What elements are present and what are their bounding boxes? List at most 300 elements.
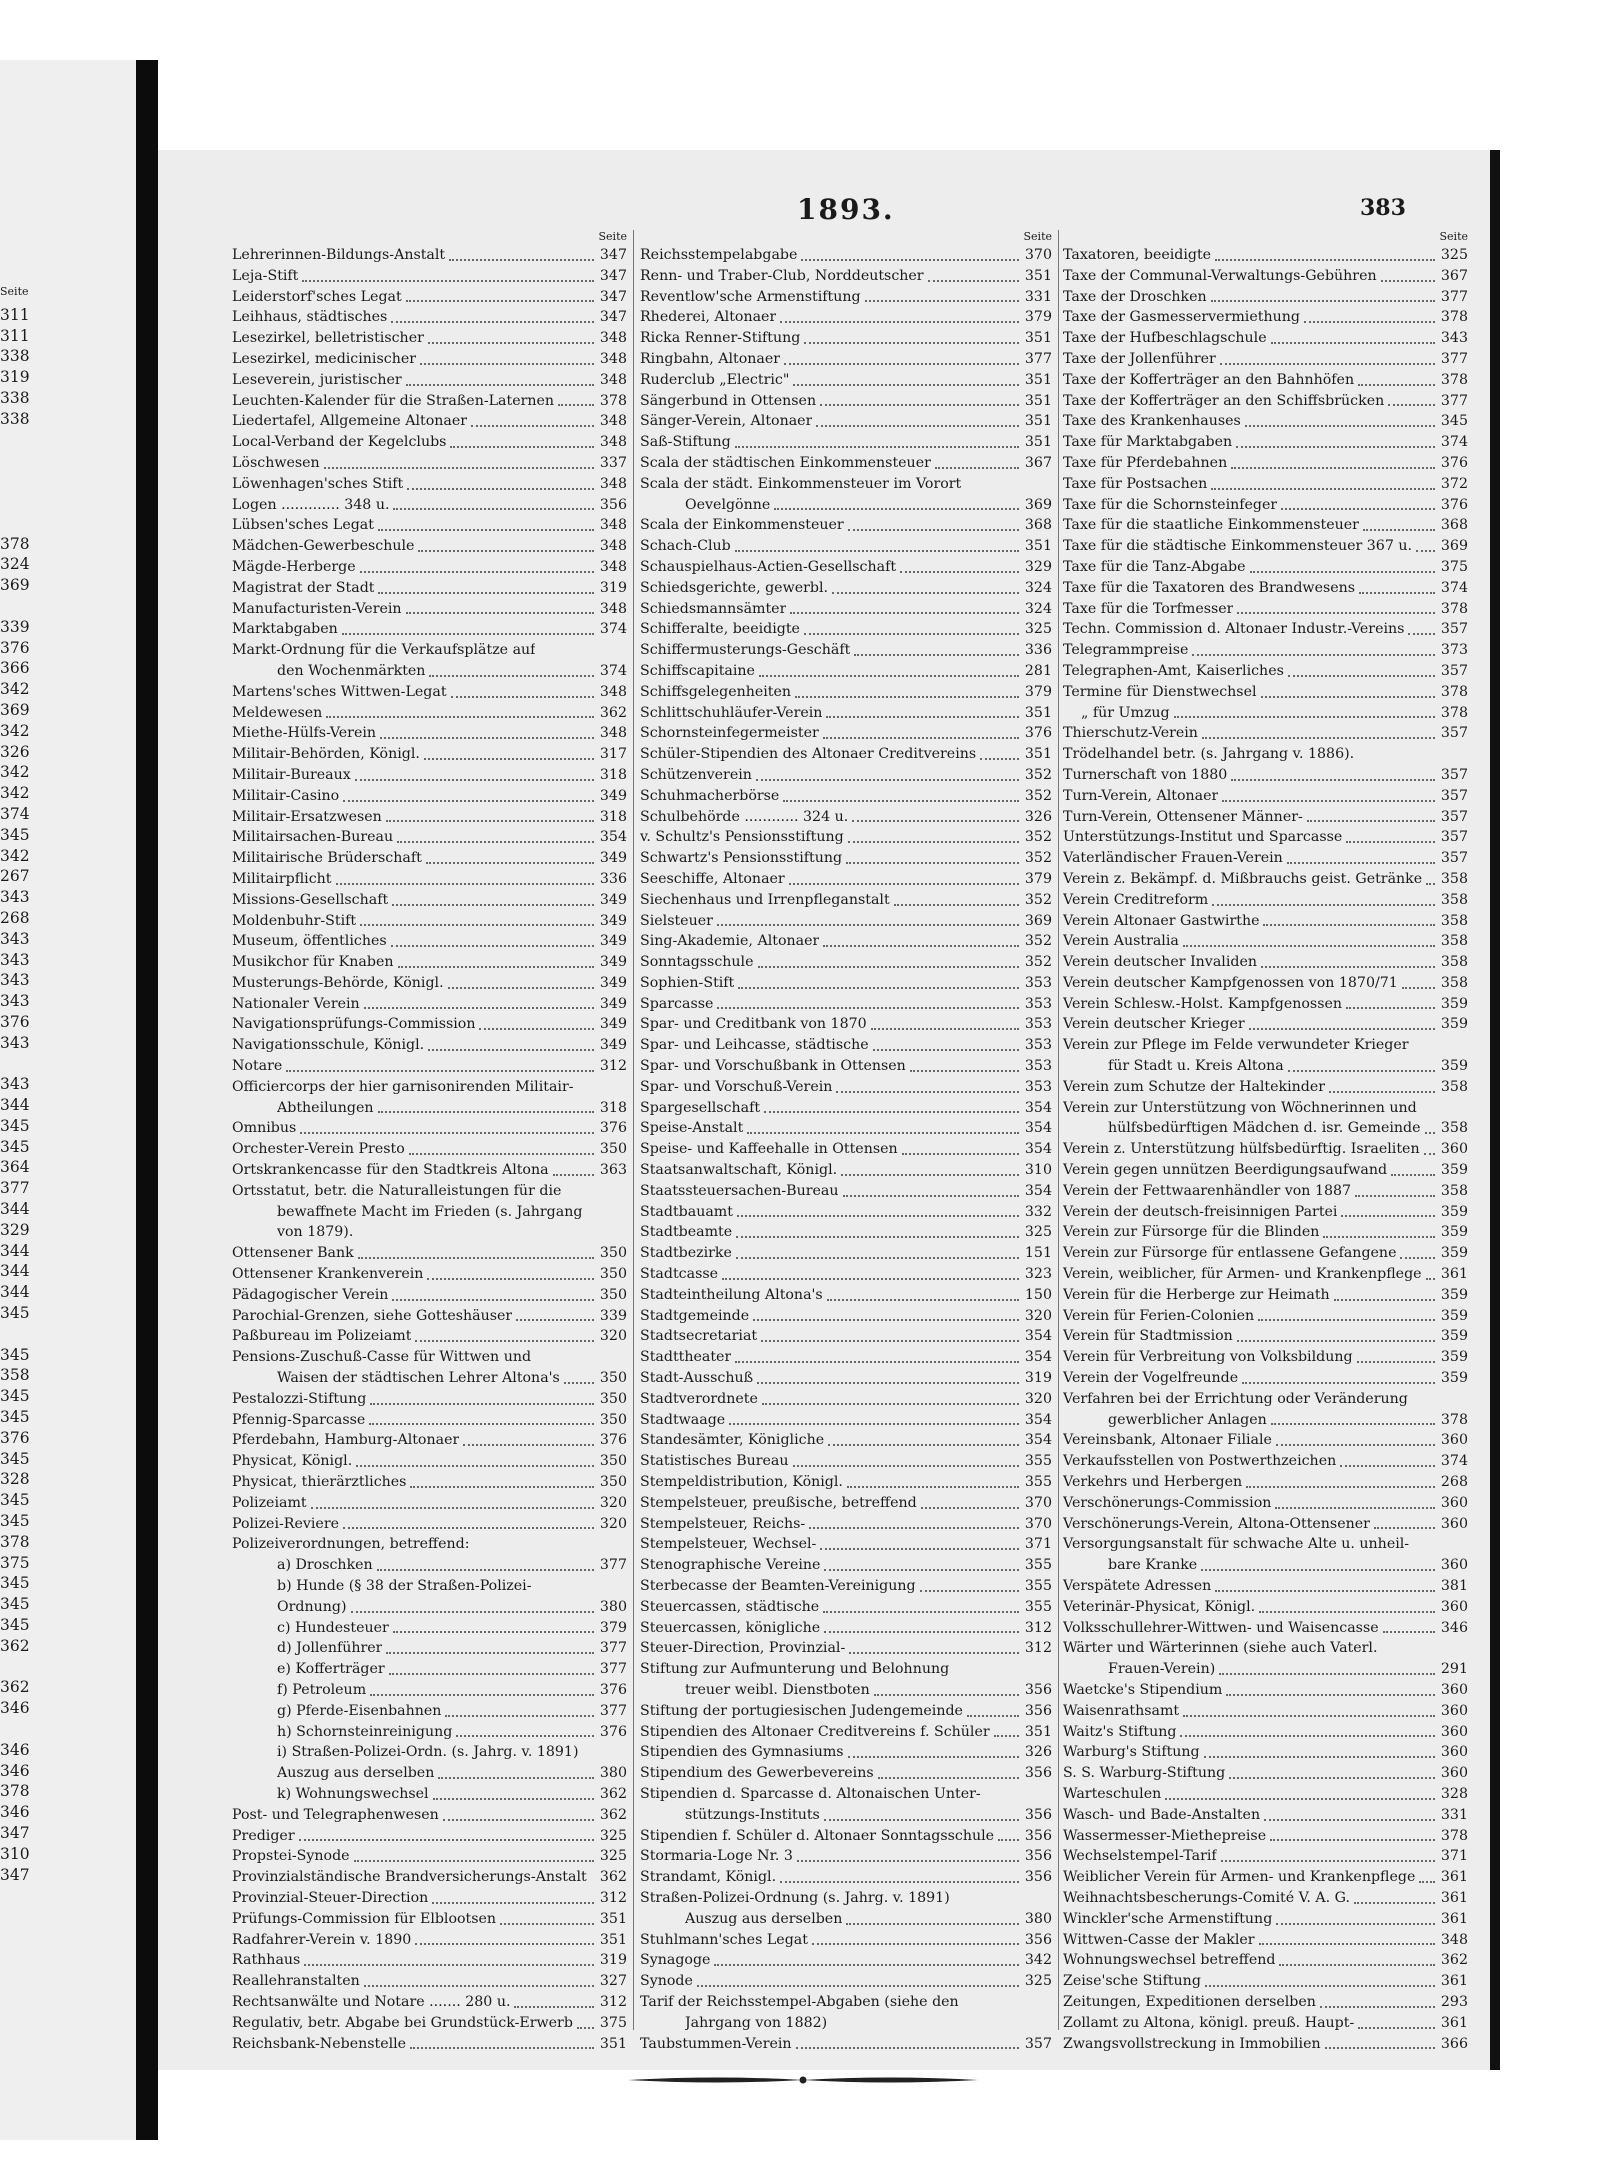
leader-dots — [758, 966, 1019, 968]
index-entry — [1063, 1014, 1468, 1035]
index-entry — [232, 786, 627, 807]
leader-dots — [1258, 1319, 1435, 1321]
index-entry-page: 349 — [599, 850, 627, 867]
index-entry-page: 318 — [599, 766, 627, 783]
index-entry — [1063, 890, 1468, 911]
index-entry — [1063, 1222, 1468, 1243]
leader-dots — [448, 987, 594, 989]
leader-dots — [780, 1881, 1019, 1883]
index-entry — [640, 1680, 1052, 1701]
index-entry-page: 360 — [1440, 1494, 1468, 1511]
leader-dots — [354, 1860, 594, 1862]
index-entry-page: 378 — [1440, 704, 1468, 721]
leader-dots — [697, 1985, 1019, 1987]
index-entry-title: Standesämter, Königliche — [640, 1432, 825, 1449]
index-entry — [232, 349, 627, 370]
previous-page-number — [0, 1719, 50, 1740]
leader-dots — [1419, 1881, 1435, 1883]
index-entry-title: Schlittschuhläufer-Verein — [640, 704, 823, 721]
index-entry-title: Leuchten-Kalender für die Straßen-Laternen — [232, 392, 555, 409]
index-entry — [232, 1659, 627, 1680]
index-entry-page: 320 — [1024, 1307, 1052, 1324]
index-entry-title: Spar- und Vorschuß-Verein — [640, 1078, 833, 1095]
previous-page-number: 345 — [0, 1574, 30, 1593]
index-entry-page: 326 — [1024, 808, 1052, 825]
index-entry — [1063, 1077, 1468, 1098]
index-entry — [640, 411, 1052, 432]
index-entry — [640, 2034, 1052, 2055]
index-entry-page: 312 — [599, 1993, 627, 2010]
index-entry — [232, 973, 627, 994]
leader-dots — [299, 1839, 594, 1841]
previous-page-number — [0, 492, 50, 513]
previous-page-number — [0, 596, 50, 617]
leader-dots — [747, 1132, 1019, 1134]
leader-dots — [1237, 1340, 1435, 1342]
index-column-2 — [640, 228, 1052, 2054]
index-entry-page: 379 — [1024, 309, 1052, 326]
index-entry-title: Taxe für die Torfmesser — [1063, 600, 1234, 617]
leader-dots — [1220, 363, 1435, 365]
leader-dots — [804, 633, 1019, 635]
leader-dots — [433, 1798, 594, 1800]
index-entry-title: Verein zur Unterstützung von Wöchnerinnen und — [1063, 1099, 1417, 1116]
index-entry — [640, 765, 1052, 786]
index-entry-page: 361 — [1440, 1973, 1468, 1990]
index-entry-page: 379 — [599, 1619, 627, 1636]
index-entry-page: 350 — [599, 1474, 627, 1491]
index-entry-title: Staatssteuersachen-Bureau — [640, 1182, 839, 1199]
index-entry-page: 325 — [1024, 621, 1052, 638]
index-entry-page: 356 — [1024, 1765, 1052, 1782]
index-entry — [640, 661, 1052, 682]
index-entry — [1063, 973, 1468, 994]
index-entry-title: Taxe der Droschken — [1063, 288, 1207, 305]
index-entry — [232, 1014, 627, 1035]
index-entry-page: 324 — [1024, 579, 1052, 596]
leader-dots — [370, 1694, 594, 1696]
previous-page-number: 364 — [0, 1158, 30, 1177]
index-entry-page: 355 — [1024, 1598, 1052, 1615]
leader-dots — [874, 1694, 1019, 1696]
leader-dots — [921, 1507, 1019, 1509]
column-rule — [633, 230, 634, 2030]
index-entry-page: 348 — [599, 725, 627, 742]
index-entry — [232, 1118, 627, 1139]
index-entry-page: 380 — [1024, 1910, 1052, 1927]
index-entry-page: 350 — [599, 1141, 627, 1158]
index-entry — [640, 266, 1052, 287]
index-entry-title: Trödelhandel betr. (s. Jahrgang v. 1886). — [1063, 746, 1355, 763]
index-entry-title: Verein deutscher Kampfgenossen von 1870/71 — [1063, 974, 1398, 991]
leader-dots — [463, 1444, 594, 1446]
leader-dots — [998, 1839, 1019, 1841]
index-entry-page: 291 — [1440, 1661, 1468, 1678]
leader-dots — [1288, 675, 1435, 677]
index-entry-title: Markt-Ordnung für die Verkaufsplätze auf — [232, 642, 536, 659]
index-entry-title: Stipendien d. Sparcasse d. Altonaischen Unter- — [640, 1785, 981, 1802]
index-entry — [232, 1638, 627, 1659]
index-entry — [1063, 1659, 1468, 1680]
index-entry — [232, 557, 627, 578]
index-entry-title: Zeitungen, Expeditionen derselben — [1063, 1993, 1316, 2010]
index-entry — [640, 931, 1052, 952]
index-entry-page: 325 — [1024, 1973, 1052, 1990]
leader-dots — [302, 280, 594, 282]
leader-dots — [1236, 446, 1435, 448]
index-entry-title: Militair-Behörden, Königl. — [232, 746, 420, 763]
index-entry — [1063, 287, 1468, 308]
index-entry-page: 348 — [599, 330, 627, 347]
leader-dots — [789, 883, 1019, 885]
leader-dots — [714, 1964, 1019, 1966]
leader-dots — [735, 446, 1019, 448]
index-entry — [232, 1888, 627, 1909]
index-entry-title: Rechtsanwälte und Notare ....... 280 u. — [232, 1993, 511, 2010]
index-entry-page: 351 — [1024, 392, 1052, 409]
previous-page-number: 310 — [0, 1844, 30, 1863]
leader-dots — [324, 467, 594, 469]
previous-page-number: 344 — [0, 1262, 30, 1281]
previous-page-number: 267 — [0, 867, 30, 886]
index-entry-title: Verein Australia — [1063, 933, 1179, 950]
index-entry-title: c) Hundesteuer — [277, 1619, 389, 1636]
previous-page-number: 362 — [0, 1636, 30, 1655]
previous-page-number: 343 — [0, 929, 30, 948]
leader-dots — [1425, 1132, 1435, 1134]
index-entry-title: Abtheilungen — [277, 1099, 374, 1116]
index-entry-title: Ordnung) — [277, 1598, 347, 1615]
leader-dots — [759, 675, 1019, 677]
index-entry — [232, 994, 627, 1015]
index-entry-title: Waetcke's Stipendium — [1063, 1681, 1223, 1698]
leader-dots — [1346, 841, 1435, 843]
index-entry — [232, 536, 627, 557]
index-entry-title: a) Droschken — [277, 1557, 373, 1574]
index-entry — [232, 1098, 627, 1119]
index-entry-page: 377 — [1440, 350, 1468, 367]
index-entry-page: 356 — [599, 496, 627, 513]
index-entry — [232, 661, 627, 682]
index-entry — [232, 1992, 627, 2013]
index-entry-page: 360 — [1440, 1515, 1468, 1532]
index-entry-page: 378 — [1440, 371, 1468, 388]
index-entry-page: 320 — [1024, 1390, 1052, 1407]
leader-dots — [764, 1111, 1019, 1113]
leader-dots — [1211, 488, 1435, 490]
index-entry-title: Verein der deutsch-freisinnigen Partei — [1063, 1203, 1338, 1220]
index-entry — [640, 1451, 1052, 1472]
leader-dots — [753, 1319, 1019, 1321]
index-entry-title: Zwangsvollstreckung in Immobilien — [1063, 2035, 1321, 2052]
index-entry-title: Verein zum Schutze der Haltekinder — [1063, 1078, 1326, 1095]
index-entry-title: Renn- und Traber-Club, Norddeutscher — [640, 267, 924, 284]
index-entry-page: 319 — [599, 1952, 627, 1969]
index-entry-title: bewaffnete Macht im Frieden (s. Jahrgang — [277, 1203, 583, 1220]
previous-page-number: 342 — [0, 784, 30, 803]
index-entry — [1063, 1826, 1468, 1847]
index-entry — [1063, 1451, 1468, 1472]
previous-page-number: 345 — [0, 1137, 30, 1156]
index-entry-title: Militairische Brüderschaft — [232, 850, 422, 867]
index-entry-title: Taxe für die Schornsteinfeger — [1063, 496, 1278, 513]
index-entry — [1063, 1243, 1468, 1264]
index-entry-page: 325 — [1024, 1224, 1052, 1241]
index-entry-title: Polizei-Reviere — [232, 1515, 339, 1532]
index-entry — [1063, 578, 1468, 599]
leader-dots — [1281, 508, 1435, 510]
index-entry-page: 351 — [1024, 704, 1052, 721]
index-entry — [640, 1368, 1052, 1389]
index-entry — [232, 1243, 627, 1264]
index-entry-title: Provinzialständische Brandversicherungs-Anstalt — [232, 1869, 587, 1886]
index-entry-page: 362 — [599, 1785, 627, 1802]
index-entry — [232, 1389, 627, 1410]
index-entry-page: 352 — [1024, 933, 1052, 950]
index-entry — [1063, 1909, 1468, 1930]
index-entry-title: Leihhaus, städtisches — [232, 309, 388, 326]
index-entry-title: Winckler'sche Armenstiftung — [1063, 1910, 1273, 1927]
index-entry-title: Verein zur Fürsorge für die Blinden — [1063, 1224, 1320, 1241]
leader-dots — [1250, 571, 1435, 573]
index-entry-title: Löwenhagen'sches Stift — [232, 475, 404, 492]
index-entry-title: Missions-Gesellschaft — [232, 891, 389, 908]
index-entry — [232, 266, 627, 287]
index-entry-page: 324 — [1024, 600, 1052, 617]
index-entry — [232, 1763, 627, 1784]
index-entry-page: 351 — [599, 1910, 627, 1927]
previous-page-number — [0, 450, 50, 471]
index-entry-page: 374 — [1440, 434, 1468, 451]
index-entry-title: Schwartz's Pensionsstiftung — [640, 850, 843, 867]
leader-dots — [1202, 737, 1435, 739]
leader-dots — [438, 1777, 594, 1779]
previous-page-number: 342 — [0, 763, 30, 782]
index-entry-title: Spar- und Creditbank von 1870 — [640, 1016, 867, 1033]
index-entry-page: 354 — [1024, 1411, 1052, 1428]
index-entry-page: 358 — [1440, 974, 1468, 991]
previous-page-number: 376 — [0, 1012, 30, 1031]
index-entry-title: Nationaler Verein — [232, 995, 360, 1012]
previous-page-number: 338 — [0, 347, 30, 366]
index-entry-page: 359 — [1440, 1328, 1468, 1345]
seite-header: Seite — [1439, 230, 1468, 243]
index-entry-title: Schuhmacherbörse — [640, 787, 780, 804]
index-entry-page: 351 — [1024, 267, 1052, 284]
leader-dots — [849, 1652, 1019, 1654]
index-entry — [232, 453, 627, 474]
index-entry-title: Manufacturisten-Verein — [232, 600, 402, 617]
previous-page-number — [0, 1657, 50, 1678]
index-entry-title: Lübsen'sches Legat — [232, 517, 374, 534]
index-entry-title: Staatsanwaltschaft, Königl. — [640, 1162, 838, 1179]
index-entry-title: f) Petroleum — [277, 1681, 367, 1698]
index-entry-title: Musikchor für Knaben — [232, 954, 394, 971]
leader-dots — [878, 1777, 1019, 1779]
index-entry — [232, 744, 627, 765]
index-entry-title: „ für Umzug — [1081, 704, 1170, 721]
index-entry-page: 374 — [1440, 1453, 1468, 1470]
index-entry — [232, 578, 627, 599]
index-entry-title: Synode — [640, 1973, 693, 1990]
leader-dots — [410, 2047, 594, 2049]
index-entry-page: 325 — [599, 1827, 627, 1844]
index-entry-page: 376 — [599, 1723, 627, 1740]
index-entry-title: Stadtbezirke — [640, 1245, 732, 1262]
index-entry — [1063, 2034, 1468, 2055]
index-entry-page: 325 — [1440, 247, 1468, 263]
previous-page-number — [0, 430, 50, 451]
index-entry-page: 378 — [599, 392, 627, 409]
index-entry-page: 359 — [1440, 1224, 1468, 1241]
index-entry — [640, 1118, 1052, 1139]
index-entry-page: 320 — [599, 1494, 627, 1511]
page-number: 383 — [1360, 195, 1406, 221]
index-entry-page: 355 — [1024, 1474, 1052, 1491]
leader-dots — [393, 508, 594, 510]
index-entry-title: Taxe für Postsachen — [1063, 475, 1208, 492]
index-entry-title: Stadttheater — [640, 1349, 732, 1366]
index-entry-title: Steuercassen, königliche — [640, 1619, 821, 1636]
index-entry-page: 366 — [1440, 2035, 1468, 2052]
leader-dots — [761, 1340, 1019, 1342]
index-entry-page: 351 — [1024, 1723, 1052, 1740]
index-entry-page: 357 — [1440, 850, 1468, 867]
leader-dots — [967, 1715, 1019, 1717]
index-entry-page: 352 — [1024, 850, 1052, 867]
index-entry — [232, 682, 627, 703]
index-entry — [1063, 1888, 1468, 1909]
index-entry-title: Verein der Vogelfreunde — [1063, 1370, 1239, 1387]
previous-page-number: 343 — [0, 1075, 30, 1094]
leader-dots — [380, 737, 594, 739]
index-entry-title: Stadt-Ausschuß — [640, 1370, 754, 1387]
leader-dots — [343, 1527, 594, 1529]
index-entry-page: 312 — [599, 1058, 627, 1075]
seite-header: Seite — [598, 230, 627, 243]
index-entry — [232, 1368, 627, 1389]
index-entry — [640, 973, 1052, 994]
index-entry-page: 381 — [1440, 1578, 1468, 1594]
index-entry-title: Verein z. Bekämpf. d. Mißbrauchs geist. Getränke — [1063, 870, 1423, 887]
leader-dots — [1211, 300, 1435, 302]
index-entry-page: 360 — [1440, 1432, 1468, 1449]
index-entry — [640, 723, 1052, 744]
leader-dots — [450, 446, 594, 448]
index-entry-page: 319 — [1024, 1370, 1052, 1387]
index-entry-page: 378 — [1440, 1411, 1468, 1428]
index-entry-title: bare Kranke — [1108, 1557, 1198, 1574]
index-entry — [1063, 827, 1468, 848]
index-entry — [232, 1306, 627, 1327]
index-entry-title: Stadtcasse — [640, 1266, 719, 1283]
index-entry — [1063, 807, 1468, 828]
previous-page-number: 347 — [0, 1823, 30, 1842]
index-entry — [1063, 1326, 1468, 1347]
index-entry-title: Marktabgaben — [232, 621, 338, 638]
index-entry — [1063, 1098, 1468, 1119]
leader-dots — [1276, 1923, 1435, 1925]
index-entry — [1063, 1493, 1468, 1514]
index-entry — [640, 869, 1052, 890]
index-entry-title: Statistisches Bureau — [640, 1453, 789, 1470]
index-entry — [640, 827, 1052, 848]
index-entry-page: 374 — [599, 662, 627, 679]
index-entry — [232, 1701, 627, 1722]
index-entry — [640, 1077, 1052, 1098]
leader-dots — [336, 883, 594, 885]
index-entry-title: Pädagogischer Verein — [232, 1286, 389, 1303]
leader-dots — [902, 1153, 1019, 1155]
leader-dots — [809, 1527, 1019, 1529]
index-entry-page: 356 — [1024, 1827, 1052, 1844]
index-entry-page: 362 — [1440, 1952, 1468, 1969]
previous-page-number: 369 — [0, 700, 30, 719]
index-entry — [640, 1202, 1052, 1223]
index-entry — [640, 1909, 1052, 1930]
index-entry-title: Stipendium des Gewerbevereins — [640, 1765, 874, 1782]
index-entry-page: 357 — [1440, 662, 1468, 679]
index-entry-page: 361 — [1440, 1869, 1468, 1886]
index-entry-page: 356 — [1024, 1848, 1052, 1865]
leader-dots — [1249, 1028, 1435, 1030]
index-entry-title: Sing-Akademie, Altonaer — [640, 933, 820, 950]
index-entry-page: 362 — [599, 1869, 627, 1886]
index-entry-page: 377 — [599, 1661, 627, 1678]
index-entry-page: 150 — [1024, 1286, 1052, 1303]
index-entry-title: Rhederei, Altonaer — [640, 309, 777, 326]
index-entry-page: 348 — [599, 413, 627, 430]
index-entry-title: Scala der städt. Einkommensteuer im Vorort — [640, 475, 962, 492]
index-entry-page: 312 — [599, 1889, 627, 1906]
previous-page-number: 375 — [0, 1553, 30, 1572]
leader-dots — [424, 758, 594, 760]
index-entry-page: 359 — [1440, 995, 1468, 1012]
leader-dots — [823, 945, 1019, 947]
leader-dots — [826, 716, 1019, 718]
leader-dots — [398, 966, 594, 968]
index-entry-page: 342 — [1024, 1952, 1052, 1969]
index-entry-page: 348 — [599, 558, 627, 575]
previous-page-number: 342 — [0, 721, 30, 740]
index-entry-page: 349 — [599, 1016, 627, 1033]
index-entry — [640, 1722, 1052, 1743]
index-entry — [640, 515, 1052, 536]
previous-page-number: 378 — [0, 1782, 30, 1801]
index-entry — [1063, 1410, 1468, 1431]
index-entry — [640, 495, 1052, 516]
index-entry — [640, 619, 1052, 640]
previous-page-number: 344 — [0, 1283, 30, 1302]
index-entry — [640, 890, 1052, 911]
leader-dots — [1174, 716, 1435, 718]
index-entry-page: 347 — [599, 267, 627, 284]
index-entry-title: Verein Schlesw.-Holst. Kampfgenossen — [1063, 995, 1343, 1012]
index-entry — [232, 411, 627, 432]
index-entry-page: 374 — [599, 621, 627, 638]
index-entry — [1063, 1389, 1468, 1410]
index-entry — [1063, 952, 1468, 973]
index-entry-page: 349 — [599, 995, 627, 1012]
previous-page-number: 342 — [0, 846, 30, 865]
leader-dots — [820, 404, 1019, 406]
index-entry-page: 359 — [1440, 1307, 1468, 1324]
previous-page-number: 358 — [0, 1366, 30, 1385]
leader-dots — [1245, 425, 1435, 427]
index-entry — [1063, 1930, 1468, 1951]
index-entry-title: Stenographische Vereine — [640, 1557, 821, 1574]
previous-page-number: 311 — [0, 305, 30, 324]
